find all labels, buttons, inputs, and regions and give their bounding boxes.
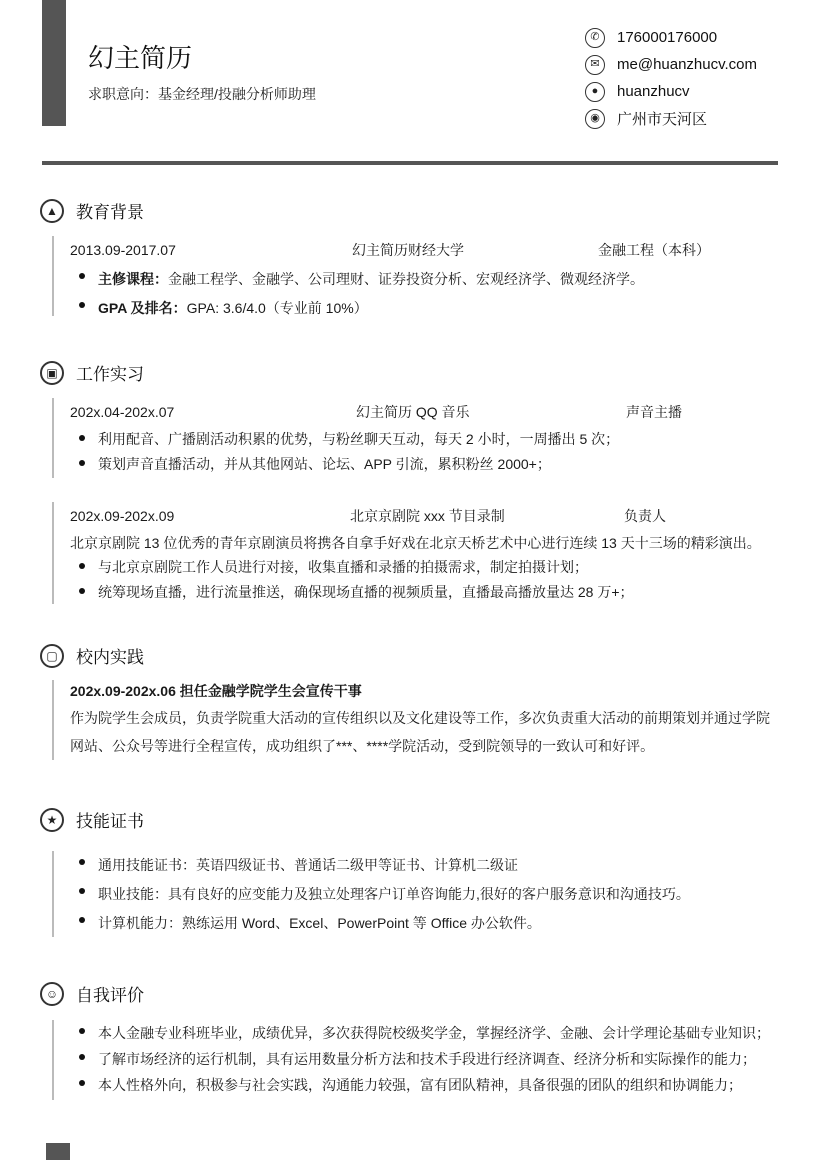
list-item: 通用技能证书：英语四级证书、普通话二级甲等证书、计算机二级证 xyxy=(70,851,782,880)
briefcase-icon: ▣ xyxy=(40,361,64,385)
contact-wechat[interactable] xyxy=(585,78,757,105)
item-label: GPA 及排名： xyxy=(98,300,187,316)
job-org: 北京京剧院 xxx 节目录制 xyxy=(350,508,505,524)
work-job-2 xyxy=(52,502,782,604)
section-title: 自我评价 xyxy=(76,986,144,1005)
work-job-1 xyxy=(52,398,782,478)
job-date: 202x.04-202x.07 xyxy=(70,404,175,420)
item-label: 主修课程： xyxy=(98,271,168,287)
header-accent-bar xyxy=(42,0,66,126)
list-item: 策划声音直播活动，并从其他网站、论坛、APP 引流，累积粉丝 2000+； xyxy=(70,452,782,477)
footer-accent-square xyxy=(46,1143,70,1160)
job-role: 负责人 xyxy=(624,508,666,524)
education-block xyxy=(52,236,782,316)
location-icon: ◉ xyxy=(585,109,605,129)
list-item: 与北京京剧院工作人员进行对接，收集直播和录播的拍摄需求，制定拍摄计划； xyxy=(70,555,782,580)
self-block xyxy=(52,1020,782,1100)
contact-email[interactable] xyxy=(585,51,757,78)
list-item xyxy=(70,265,782,294)
item-text: GPA: 3.6/4.0（专业前 10%） xyxy=(186,300,368,316)
header-divider xyxy=(42,161,778,165)
person-icon: ☺ xyxy=(40,982,64,1006)
campus-block xyxy=(52,680,782,760)
list-item: 利用配音、广播剧活动积累的优势，与粉丝聊天互动，每天 2 小时，一周播出 5 次； xyxy=(70,427,782,452)
email-text: me@huanzhucv.com xyxy=(617,56,758,73)
list-item: 职业技能：具有良好的应变能力及独立处理客户订单咨询能力,很好的客户服务意识和沟通技巧。 xyxy=(70,880,782,909)
education-date: 2013.09-2017.07 xyxy=(70,242,176,258)
list-item: 了解市场经济的运行机制，具有运用数量分析方法和技术手段进行经济调查、经济分析和实际操作的能力； xyxy=(70,1046,782,1072)
phone-text: 176000176000 xyxy=(617,29,718,46)
list-item: 本人性格外向，积极参与社会实践，沟通能力较强，富有团队精神，具备很强的团队的组织和协调能力； xyxy=(70,1072,782,1098)
section-education-header xyxy=(40,198,144,223)
contact-phone[interactable] xyxy=(585,24,757,51)
contact-list xyxy=(585,24,757,132)
list-item: 计算机能力：熟练运用 Word、Excel、PowerPoint 等 Office 办公软件。 xyxy=(70,909,782,938)
phone-icon: ✆ xyxy=(585,28,605,48)
job-date: 202x.09-202x.09 xyxy=(70,508,175,524)
section-title: 技能证书 xyxy=(76,812,144,831)
list-item: 本人金融专业科班毕业，成绩优异，多次获得院校级奖学金，掌握经济学、金融、会计学理论基础专业知识； xyxy=(70,1020,782,1046)
list-item: 统筹现场直播，进行流量推送，确保现场直播的视频质量，直播最高播放量达 28 万+； xyxy=(70,580,782,605)
location-text: 广州市天河区 xyxy=(617,111,708,128)
education-school: 幻主简历财经大学 xyxy=(352,242,464,258)
campus-heading: 202x.09-202x.06 担任金融学院学生会宣传干事 xyxy=(70,683,362,699)
section-self-header xyxy=(40,981,144,1006)
item-text: 金融工程学、金融学、公司理财、证券投资分析、宏观经济学、微观经济学。 xyxy=(168,271,644,287)
wechat-text: huanzhucv xyxy=(617,83,690,100)
section-title: 工作实习 xyxy=(76,365,144,384)
section-title: 教育背景 xyxy=(76,203,144,222)
section-work-header xyxy=(40,360,144,385)
chat-bubble-icon: ▢ xyxy=(40,644,64,668)
skills-block xyxy=(52,851,782,937)
list-item xyxy=(70,294,782,323)
job-role: 声音主播 xyxy=(626,404,682,420)
contact-location xyxy=(585,105,757,132)
email-icon: ✉ xyxy=(585,55,605,75)
section-skills-header xyxy=(40,807,144,832)
job-org: 幻主简历 QQ 音乐 xyxy=(356,404,470,420)
section-title: 校内实践 xyxy=(76,648,144,667)
campus-text: 作为院学生会成员，负责学院重大活动的宣传组织以及文化建设等工作，多次负责重大活动的前期策划并通过学院网站、公众号等进行全程宣传，成功组织了***、****学院活动，受到院领导的一致认可和好评。 xyxy=(70,710,770,754)
wechat-icon: ● xyxy=(585,82,605,102)
job-description: 北京京剧院 13 位优秀的青年京剧演员将携各自拿手好戏在北京天桥艺术中心进行连续 13 天十三场的精彩演出。 xyxy=(70,535,761,551)
section-campus-header xyxy=(40,643,144,668)
job-intent: 求职意向：基金经理/投融分析师助理 xyxy=(88,86,316,102)
graduation-cap-icon: ▲ xyxy=(40,199,64,223)
award-icon: ★ xyxy=(40,808,64,832)
education-major: 金融工程（本科） xyxy=(598,242,710,258)
resume-name: 幻主简历 xyxy=(88,43,193,73)
